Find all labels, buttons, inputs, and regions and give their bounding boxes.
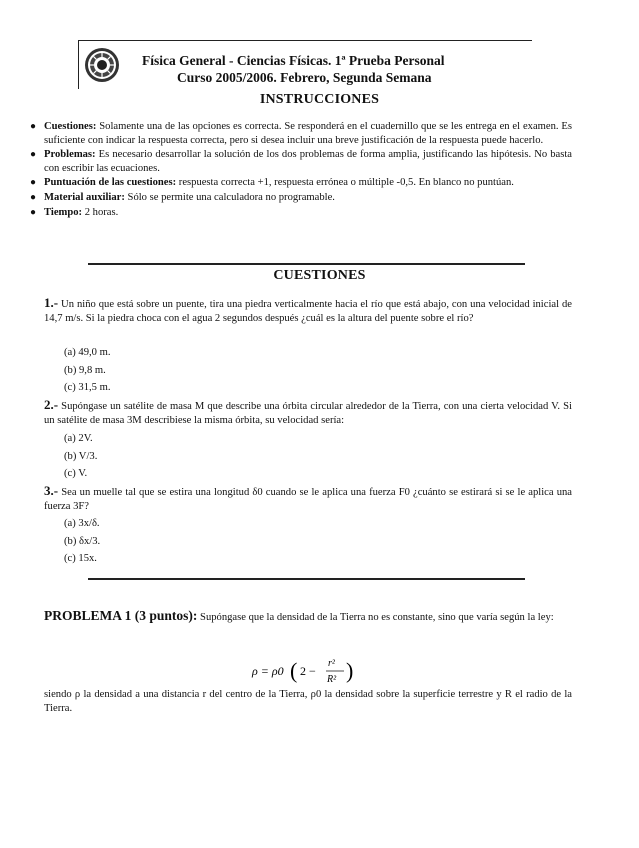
option-b: (b) V/3.: [64, 450, 98, 462]
bullet-icon: ●: [30, 191, 37, 203]
list-item: [28, 206, 572, 220]
question-number: 3.-: [44, 483, 59, 498]
instructions-list: [28, 120, 572, 220]
list-item: [28, 148, 572, 175]
bullet-icon: ●: [30, 149, 37, 161]
formula-inner: 2 −: [300, 664, 316, 678]
bullet-icon: ●: [30, 206, 37, 218]
question-3: [44, 484, 572, 514]
course-title: Física General - Ciencias Físicas. 1ª Prueba Personal: [142, 53, 445, 68]
problem-1: [44, 609, 572, 625]
problem-title: PROBLEMA 1 (3 puntos):: [44, 608, 198, 623]
question-text: Supóngase un satélite de masa M que describe una órbita circular alrededor de la Tierra, con una cierta velocidad V. Si un satélite de masa 3M describiese la misma órbita, su velocidad sería:: [44, 401, 572, 426]
item-text: Solamente una de las opciones es correcta. Se responderá en el cuadernillo que se les entrega en el examen. Es suficiente con indicar la respuesta correcta, pero si desea incluir una breve justificación de la respuesta puede hacerlo.: [44, 121, 572, 146]
formula-right-paren: ): [346, 658, 354, 683]
question-text: Un niño que está sobre un puente, tira una piedra verticalmente hacia el río que está abajo, con una velocidad inicial de 14,7 m/s. Si la piedra choca con el agua 2 segundos después ¿cuál es la altura del puente sobre el río?: [44, 299, 572, 324]
formula-denominator: R²: [327, 674, 337, 685]
bullet-icon: ●: [30, 121, 37, 132]
option-a: (a) 2V.: [64, 433, 93, 444]
option-c: (c) V.: [64, 468, 88, 479]
question-number: 1.-: [44, 295, 59, 310]
option-a: (a) 3x/δ.: [64, 518, 100, 529]
formula-lhs: ρ = ρ0: [252, 664, 284, 678]
option-b: (b) δx/3.: [64, 535, 101, 547]
item-label: Material auxiliar:: [44, 191, 125, 203]
item-text: 2 horas.: [82, 206, 119, 218]
problem-1-description: siendo ρ la densidad a una distancia r del centro de la Tierra, ρ0 la densidad sobre la superficie terrestre y R el radio de la Tierra.: [44, 689, 572, 714]
list-item: [28, 120, 572, 147]
formula-numerator: r²: [328, 658, 335, 669]
exam-header: [78, 40, 532, 91]
question-text: Sea un muelle tal que se estira una longitud δ0 cuando se le aplica una fuerza F0 ¿cuánto se estirará si se le aplica una fuerza 3F?: [44, 487, 572, 512]
question-1-options: [64, 344, 110, 397]
problem-intro: Supóngase que la densidad de la Tierra no es constante, sino que varía según la ley:: [197, 612, 554, 623]
item-label: Puntuación de las cuestiones:: [44, 177, 177, 189]
item-text: Es necesario desarrollar la solución de los dos problemas de forma amplia, justificando las hipótesis. No basta con escribir las ecuaciones.: [44, 149, 572, 174]
option-c: (c) 15x.: [64, 553, 97, 564]
question-2: [44, 398, 572, 428]
item-label: Problemas:: [44, 149, 96, 161]
list-item: [28, 191, 572, 205]
option-c: (c) 31,5 m.: [64, 382, 111, 393]
university-seal-icon: [84, 47, 120, 83]
density-formula: [250, 654, 360, 688]
item-text: respuesta correcta +1, respuesta errónea o múltiple -0,5. En blanco no puntúan.: [176, 177, 514, 189]
section-divider: [88, 578, 525, 580]
header-left-border: [78, 41, 79, 89]
question-1: [44, 296, 572, 326]
item-label: Cuestiones:: [44, 121, 97, 132]
item-text: Sólo se permite una calculadora no programable.: [124, 191, 335, 203]
instructions-heading: INSTRUCCIONES: [259, 92, 380, 107]
questions-heading: CUESTIONES: [273, 268, 366, 283]
option-a: (a) 49,0 m.: [64, 347, 111, 358]
bullet-icon: ●: [30, 177, 37, 189]
course-session: Curso 2005/2006. Febrero, Segunda Semana: [177, 70, 432, 85]
question-2-options: [64, 430, 97, 483]
item-label: Tiempo:: [44, 206, 83, 218]
formula-left-paren: (: [290, 658, 298, 683]
option-b: (b) 9,8 m.: [64, 364, 106, 376]
question-number: 2.-: [44, 397, 59, 412]
list-item: [28, 176, 572, 190]
section-divider: [88, 263, 525, 265]
question-3-options: [64, 515, 100, 568]
